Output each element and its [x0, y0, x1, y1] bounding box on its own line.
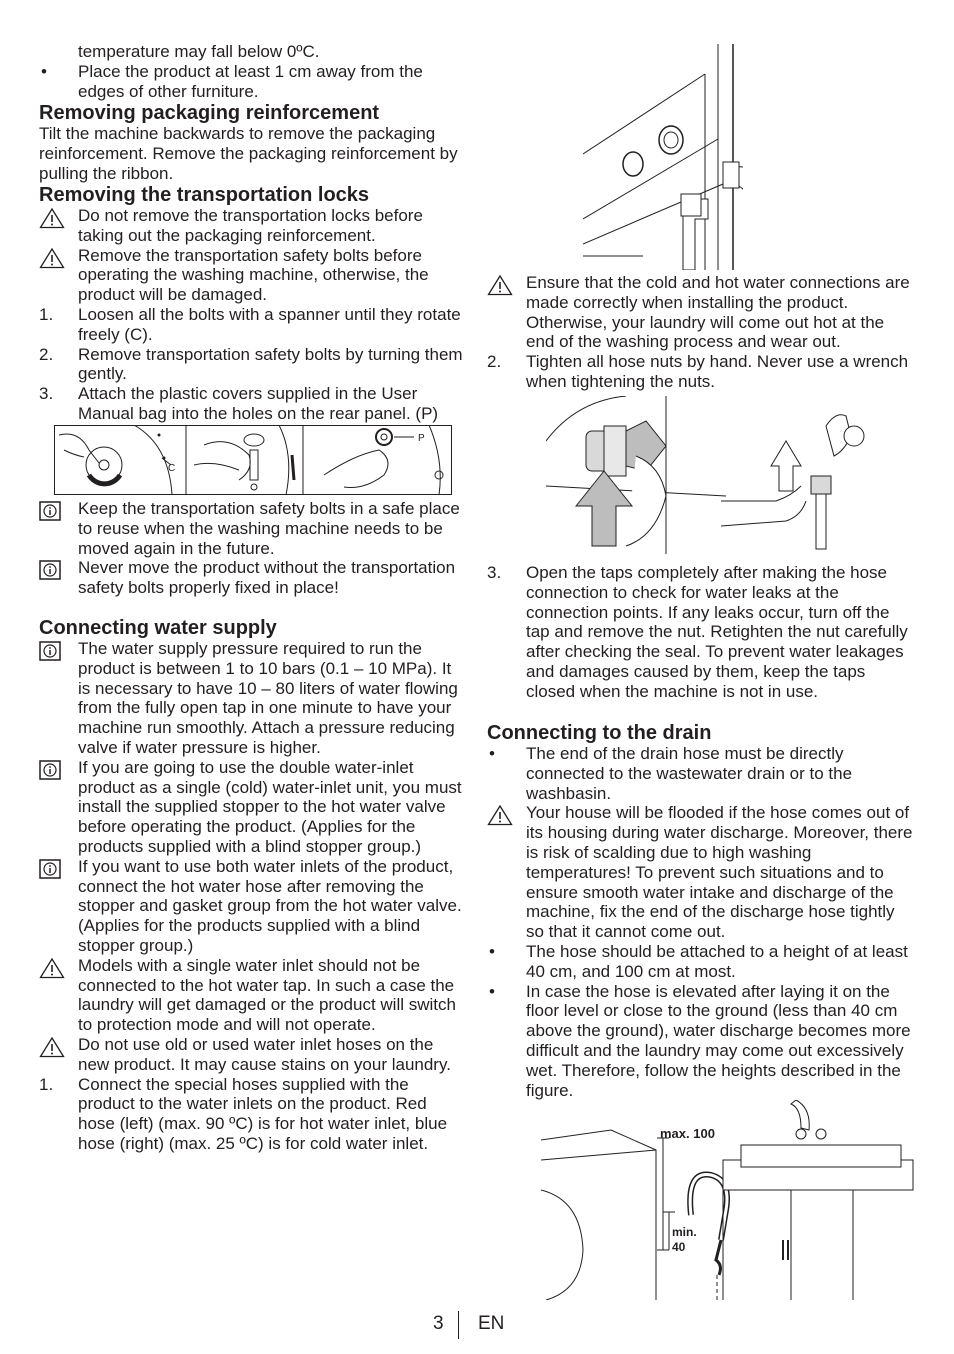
info-note: If you are going to use the double water-inlet product as a single (cold) water-inlet unit, you must install the supplied stopper to the hot water valve before operating the product. (Applies for the products supplied with a blind stopper group.) — [39, 758, 467, 857]
info-icon — [39, 501, 61, 521]
info-icon — [39, 560, 61, 580]
warning-note: Do not use old or used water inlet hoses on the new product. It may cause stains on your laundry. — [39, 1035, 467, 1075]
warning-icon — [39, 247, 65, 269]
warning-note: Ensure that the cold and hot water connections are made correctly when installing the product. Otherwise, your laundry will come out hot at the end of the washing process and wear out. — [487, 273, 917, 352]
footer-divider — [458, 1311, 459, 1339]
transport-locks-figure — [54, 425, 452, 495]
section-heading: Removing packaging reinforcement — [39, 102, 380, 124]
info-note: Never move the product without the transportation safety bolts properly fixed in place! — [39, 558, 467, 598]
warning-note: Remove the transportation safety bolts before operating the washing machine, otherwise, the product will be damaged. — [39, 246, 467, 305]
warning-icon — [39, 957, 65, 979]
warning-note: Do not remove the transportation locks before taking out the packaging reinforcement. — [39, 206, 467, 246]
section-heading: Removing the transportation locks — [39, 184, 370, 206]
warning-icon — [39, 207, 65, 229]
tighten-nuts-figure — [546, 396, 866, 554]
label-min-value: 40 — [672, 1240, 686, 1254]
numbered-step: 3. Open the taps completely after making the hose connection to check for water leaks at the connection points. If any leaks occur, turn off the tap and remove the nut. Retighten the nut carefully after checking the seal. To prevent water leakages and damages caused by them, keep the taps closed when the machine is not in use. — [487, 563, 908, 701]
list-item: • In case the hose is elevated after laying it on the floor level or close to the ground (less than 40 cm above the ground), water discharge becomes more difficult and the laundry may come out excessively wet. Therefore, follow the heights described in the figure. — [489, 981, 911, 1100]
numbered-step: 1. Loosen all the bolts with a spanner until they rotate freely (C). — [39, 304, 461, 344]
paragraph: Tilt the machine backwards to remove the packaging reinforcement. Remove the packaging reinforcement by pulling the ribbon. — [39, 124, 458, 183]
label-max: max. 100 — [660, 1126, 715, 1141]
label-min: min. — [672, 1225, 697, 1239]
language-code: EN — [478, 1313, 505, 1334]
section-heading: Connecting to the drain — [487, 722, 712, 744]
warning-note: Models with a single water inlet should not be connected to the hot water tap. In such a case the laundry will get damaged or the product will switch to protection mode and will not operate. — [39, 956, 467, 1035]
numbered-step: 1. Connect the special hoses supplied with the product to the water inlets on the product. Red hose (left) (max. 90 ºC) is for hot water inlet, blue hose (right) (max. 25 ºC) is for cold water inlet. — [39, 1074, 448, 1153]
info-note: The water supply pressure required to run the product is between 1 to 10 bars (0.1 – 10 MPa). It is necessary to have 10 – 80 liters of water flowing from the fully open tap in one minute to have your machine run smoothly. Attach a pressure reducing valve if water pressure is higher. — [39, 639, 467, 758]
intro-continuation: temperature may fall below 0ºC. — [78, 42, 320, 61]
water-inlet-figure — [583, 44, 743, 270]
info-note: If you want to use both water inlets of the product, connect the hot water hose after removing the stopper and gasket group from the hot water valve. (Applies for the products supplied with a blind stopper group.) — [39, 857, 467, 956]
label-c: C — [168, 463, 176, 474]
numbered-step: 3. Attach the plastic covers supplied in the User Manual bag into the holes on the rear panel. (P) — [39, 384, 439, 423]
info-note: Keep the transportation safety bolts in a safe place to reuse when the washing machine needs to be moved again in the future. — [39, 499, 467, 558]
info-icon — [39, 641, 61, 661]
numbered-step: 2. Tighten all hose nuts by hand. Never use a wrench when tightening the nuts. — [487, 352, 909, 391]
warning-icon — [487, 274, 513, 296]
list-item: • The end of the drain hose must be directly connected to the wastewater drain or to the washbasin. — [489, 744, 853, 803]
list-item: • Place the product at least 1 cm away from the edges of other furniture. — [41, 61, 423, 101]
numbered-step: 2. Remove transportation safety bolts by turning them gently. — [39, 344, 463, 384]
section-heading: Connecting water supply — [39, 617, 277, 639]
drain-height-figure — [541, 1100, 921, 1300]
info-icon — [39, 760, 61, 780]
info-icon — [39, 859, 61, 879]
label-p: P — [418, 433, 425, 444]
warning-icon — [487, 804, 513, 826]
warning-note: Your house will be flooded if the hose comes out of its housing during water discharge. Moreover, there is risk of scalding due to high washing temperatures! To prevent such situations and to ensure smooth water intake and discharge of the machine, fix the end of the discharge hose tightly so that it cannot come out. — [487, 803, 917, 942]
page-number: 3 — [433, 1313, 444, 1334]
list-item: • The hose should be attached to a height of at least 40 cm, and 100 cm at most. — [489, 941, 908, 981]
warning-icon — [39, 1036, 65, 1058]
